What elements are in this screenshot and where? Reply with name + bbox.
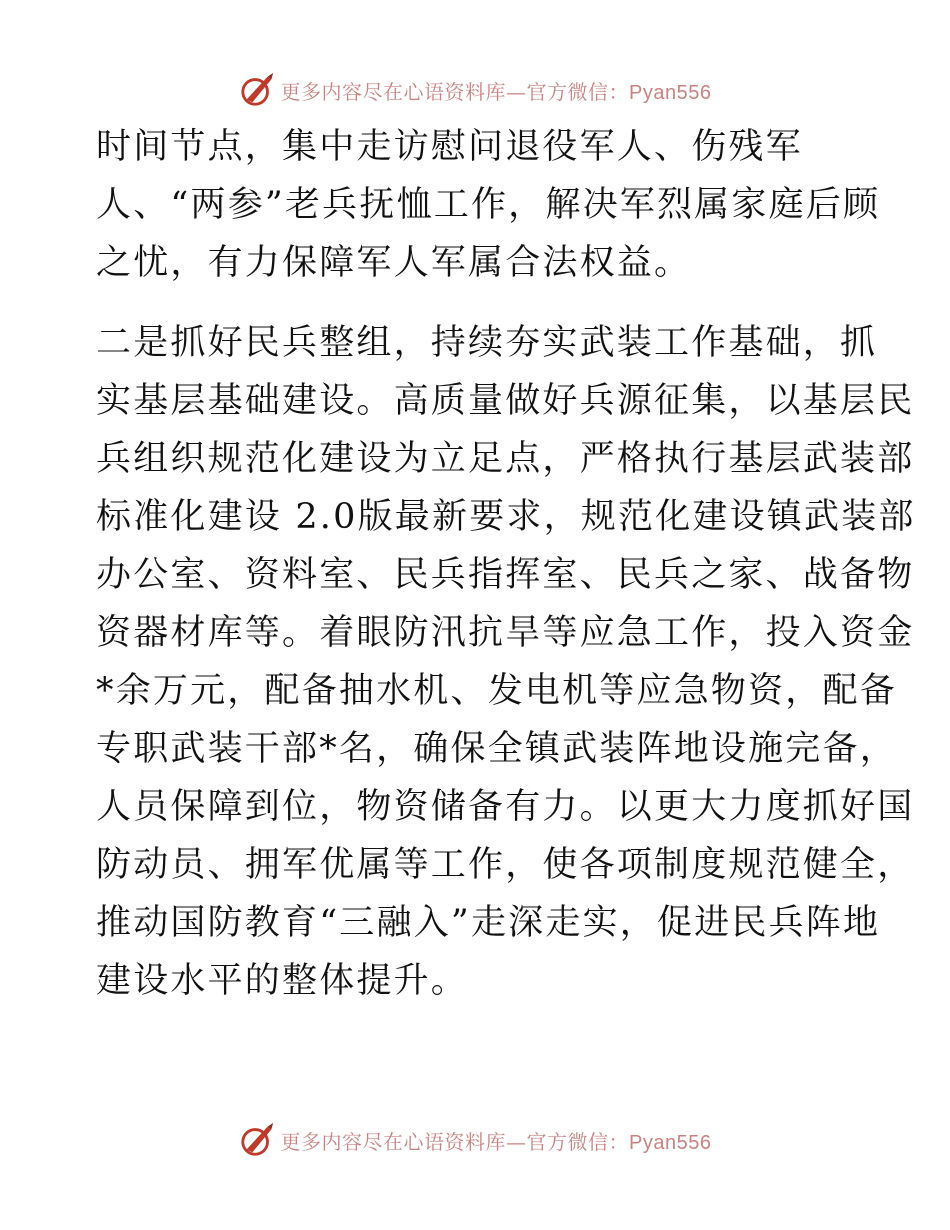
watermark-text: 更多内容尽在心语资料库—官方微信：Pyan556 bbox=[280, 79, 712, 104]
quill-logo-icon bbox=[239, 1121, 277, 1159]
text-line: 资器材库等。着眼防汛抗旱等应急工作，投入资金 bbox=[96, 613, 915, 653]
text-line: 建设水平的整体提升。 bbox=[96, 961, 469, 1001]
text-line: 之忧，有力保障军人军属合法权益。 bbox=[96, 243, 692, 283]
header-watermark bbox=[0, 70, 950, 110]
text-line: 办公室、资料室、民兵指挥室、民兵之家、战备物 bbox=[96, 555, 915, 595]
text-line: 兵组织规范化建设为立足点，严格执行基层武装部 bbox=[96, 439, 915, 479]
quill-logo-icon bbox=[239, 71, 277, 109]
footer-watermark bbox=[0, 1120, 950, 1160]
paragraph bbox=[96, 118, 881, 292]
document-body bbox=[96, 118, 916, 1010]
watermark-text: 更多内容尽在心语资料库—官方微信：Pyan556 bbox=[280, 1129, 712, 1154]
text-line: 专职武装干部*名，确保全镇武装阵地设施完备， bbox=[96, 729, 897, 769]
paragraph bbox=[96, 314, 916, 1010]
text-line: 标准化建设 2.0版最新要求，规范化建设镇武装部 bbox=[96, 497, 916, 537]
text-line: 时间节点，集中走访慰问退役军人、伤残军 bbox=[96, 127, 803, 167]
text-line: 二是抓好民兵整组，持续夯实武装工作基础，抓 bbox=[96, 323, 878, 363]
text-line: *余万元，配备抽水机、发电机等应急物资，配备 bbox=[96, 671, 897, 711]
text-line: 推动国防教育“三融入”走深走实，促进民兵阵地 bbox=[96, 903, 881, 943]
text-line: 人、“两参”老兵抚恤工作，解决军烈属家庭后顾 bbox=[96, 185, 881, 225]
text-line: 防动员、拥军优属等工作，使各项制度规范健全， bbox=[96, 845, 915, 885]
text-line: 人员保障到位，物资储备有力。以更大力度抓好国 bbox=[96, 787, 915, 827]
text-line: 实基层基础建设。高质量做好兵源征集，以基层民 bbox=[96, 381, 915, 421]
